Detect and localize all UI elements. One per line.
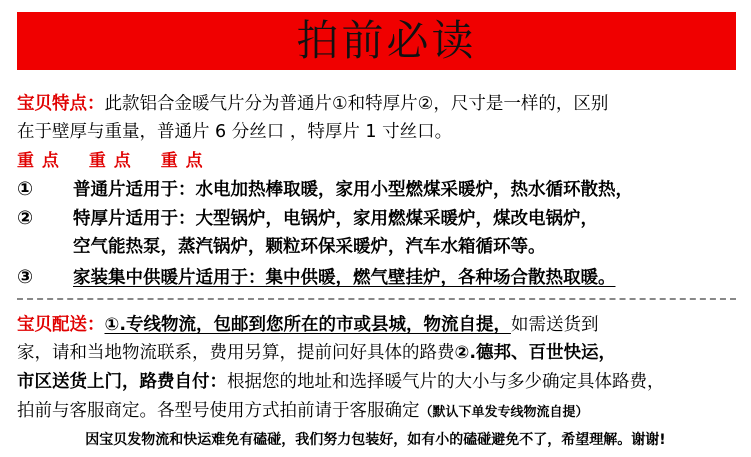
emphasis-label: 重 点: [88, 151, 132, 171]
page-title: 拍前必读: [296, 16, 477, 65]
emphasis-label: 重 点: [160, 151, 204, 171]
item-text: 家装集中供暖片适用于：集中供暖，燃气壁挂炉，各种场合散热取暖。: [73, 268, 616, 288]
emphasis-row: [17, 149, 204, 173]
shipping-line-2: [17, 341, 616, 365]
features-line-1: [17, 92, 608, 116]
features-text-2: 在于壁厚与重量，普通片 6 分丝口 ，特厚片 1 寸丝口。: [17, 122, 453, 142]
shipping-line-1: [17, 313, 598, 337]
item-number: ③: [17, 266, 34, 288]
item-text-continued: 空气能热泵，蒸汽锅炉，颗粒环保采暖炉，汽车水箱循环等。: [73, 237, 546, 257]
shipping-text: 家，请和当地物流联系，费用另算，提前问好具体的路费: [17, 343, 455, 363]
features-text-1: 此款铝合金暖气片分为普通片①和特厚片②，尺寸是一样的，区别: [104, 94, 609, 114]
list-item-continued: [17, 235, 546, 259]
shipping-text: 根据您的地址和选择暖气片的大小与多少确定具体路费，: [227, 372, 665, 392]
shipping-option-1: ①.专线物流，包邮到您所在的市或县城，物流自提，: [104, 315, 511, 335]
features-label: 宝贝特点：: [17, 94, 105, 114]
features-line-2: [17, 120, 452, 144]
list-item: [17, 177, 633, 202]
item-number: ②: [17, 207, 34, 229]
shipping-line-3: [17, 370, 665, 394]
shipping-text: 拍前与客服商定。各型号使用方式拍前请于客服确定: [17, 401, 420, 421]
item-number: ①: [17, 178, 34, 200]
section-divider: [17, 298, 736, 300]
shipping-line-4: [17, 399, 589, 425]
title-banner: [17, 12, 736, 70]
shipping-option-2-detail: 市区送货上门，路费自付：: [17, 372, 227, 392]
footer-notice: [0, 430, 751, 450]
list-item: [17, 265, 616, 290]
emphasis-label: 重 点: [17, 151, 60, 171]
shipping-text: 如需送货到: [510, 315, 599, 335]
list-item: [17, 206, 598, 231]
footer-text: 因宝贝发物流和快运难免有磕碰，我们努力包装好，如有小的磕碰避免不了，希望理解。谢谢!: [85, 432, 666, 448]
item-text: 普通片适用于：水电加热棒取暖，家用小型燃煤采暖炉，热水循环散热，: [73, 180, 633, 200]
item-text: 特厚片适用于：大型锅炉，电锅炉，家用燃煤采暖炉，煤改电锅炉，: [73, 209, 598, 229]
shipping-label: 宝贝配送：: [17, 315, 105, 335]
shipping-option-2: ②.德邦、百世快运，: [454, 343, 616, 363]
shipping-default-note: （默认下单发专线物流自提）: [419, 405, 589, 420]
